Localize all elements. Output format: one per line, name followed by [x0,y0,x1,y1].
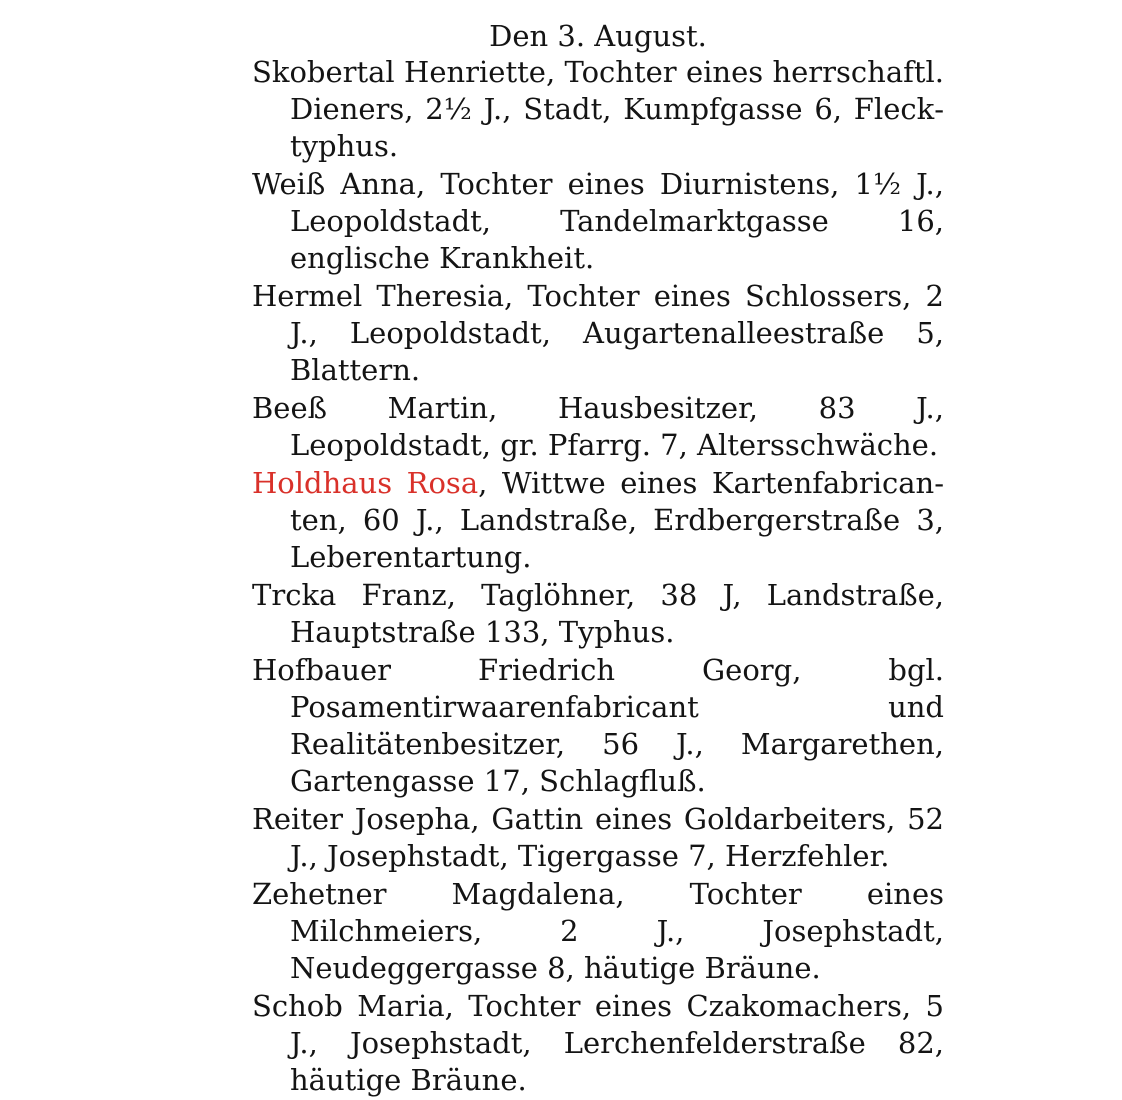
register-entry [252,278,944,389]
entry-name: Beeß Martin [252,391,489,425]
register-entry-highlighted [252,465,944,576]
entry-name: Trcka Franz [252,578,447,612]
page-bottom-edge [252,1000,944,1001]
entry-name: Skobertal Henriette [252,55,546,89]
entry-details: , Tochter eines herrschaftl. Dieners, 2½ J., Stadt, Kumpfgasse 6, Flecktyphus. [290,55,944,163]
register-entry [252,801,944,875]
date-heading: Den 3. August. [489,19,707,53]
register-entry [252,577,944,651]
entry-details: , Gattin eines Goldarbeiters, 52 J., Josephstadt, Tigergasse 7, Herzfehler. [290,802,944,873]
entry-details: , Tochter eines Milchmeiers, 2 J., Josephstadt, Neudeggergasse 8, häutige Bräune. [290,877,945,985]
entry-details: , Hausbesitzer, 83 J., Leopoldstadt, gr. Pfarrg. 7, Altersschwäche. [290,391,944,462]
entry-name: Hofbauer Friedrich Georg [252,653,793,687]
entry-name: Schob Maria [252,989,445,1023]
entry-name: Weiß Anna [252,167,416,201]
entry-details: , Taglöhner, 38 J, Landstraße, Hauptstraße 133, Typhus. [290,578,944,649]
register-entry [252,652,944,800]
entry-details: , Tochter eines Schlossers, 2 J., Leopoldstadt, Augartenalleestraße 5, Blattern. [290,279,944,387]
entry-name: Hermel Theresia [252,279,505,313]
entry-details: , Tochter eines Diurnistens, 1½ J., Leopoldstadt, Tandelmarktgasse 16, englische Krankheit. [290,167,944,275]
register-entry [252,166,944,277]
death-register-column [252,14,944,1100]
register-entry [252,390,944,464]
entry-details: , Tochter eines Czakomachers, 5 J., Josephstadt, Lerchenfelderstraße 82, häutige Bräune. [290,989,944,1097]
entry-details: , Wittwe eines Kartenfabricanten, 60 J., Landstraße, Erdbergerstraße 3, Leberentartung. [290,466,944,574]
entry-name-highlighted: Holdhaus Rosa [252,466,479,500]
register-entry [252,54,944,165]
register-entry [252,988,944,1099]
entry-details: , bgl. Posamentirwaarenfabricant und Realitätenbesitzer, 56 J., Margarethen, Gartengasse 17, Schlagfluß. [290,653,944,798]
entry-name: Zehetner Magdalena [252,877,616,911]
entry-name: Reiter Josepha [252,802,471,836]
register-entry [252,876,944,987]
